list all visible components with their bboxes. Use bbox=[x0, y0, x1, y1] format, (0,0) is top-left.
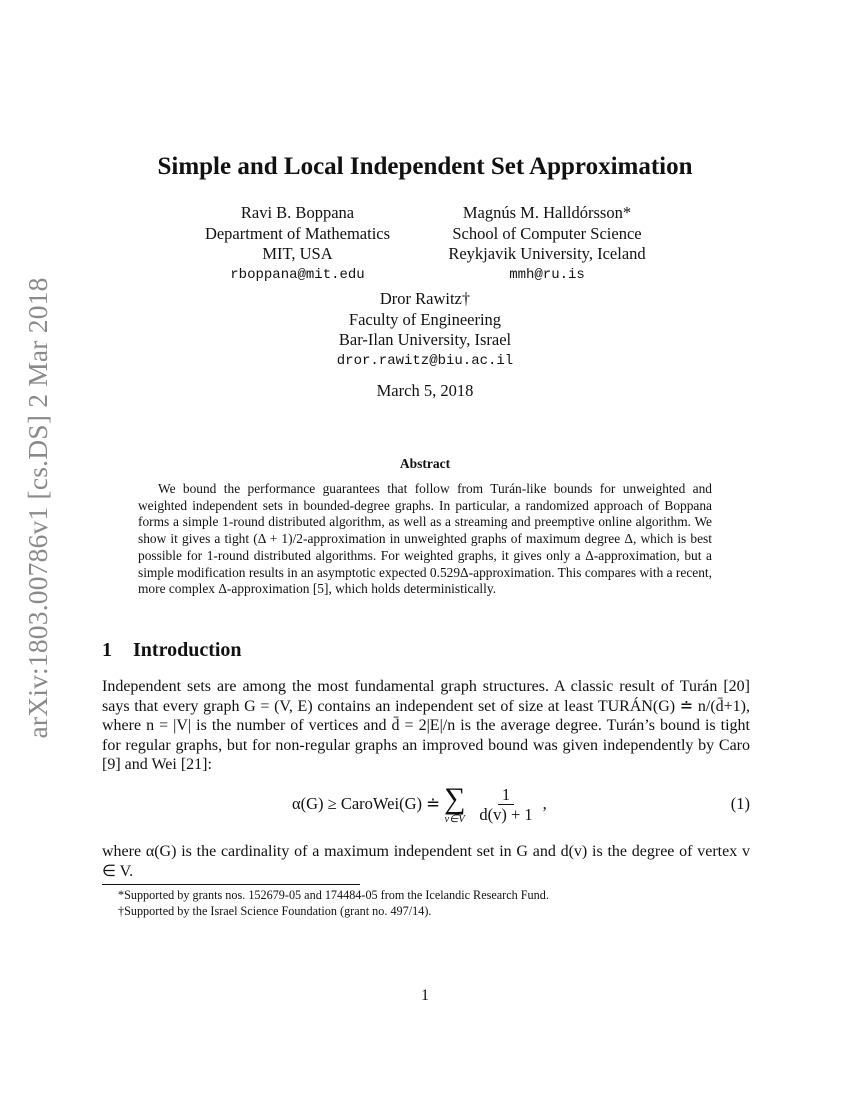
equation-body bbox=[292, 782, 547, 826]
author-affiliation: MIT, USA bbox=[262, 244, 333, 263]
author-affiliation: Department of Mathematics bbox=[204, 223, 391, 243]
author-affiliation: School of Computer Science bbox=[452, 223, 642, 243]
abstract-text: We bound the performance guarantees that follow from Turán-like bounds for unweighted and weighted independent sets in bounded-degree graphs. In particular, a randomized approach of Boppana forms a simple 1-round distributed algorithm, as well as a streaming and preemptive online algorithm. We show it gives a tight (Δ + 1)/2-approximation in unweighted graphs of maximum degree Δ, which is best possible for 1-round distributed algorithms. For weighted graphs, it gives only a Δ-approximation, but a simple modification results in an asymptotic expected 0.529Δ-approximation. This compares with a recent, more complex Δ-approximation [5], which holds deterministically. bbox=[138, 481, 712, 597]
arxiv-identifier: arXiv:1803.00786v1 [cs.DS] 2 Mar 2018 bbox=[22, 277, 53, 739]
author-affiliation: Bar-Ilan University, Israel bbox=[338, 330, 512, 349]
footnote: †Supported by the Israel Science Foundation (grant no. 497/14). bbox=[118, 904, 432, 918]
equation-lhs: α(G) ≥ CaroWei(G) ≐ bbox=[292, 794, 440, 813]
equation bbox=[102, 782, 750, 832]
summation bbox=[443, 781, 466, 825]
paragraph-text: Independent sets are among the most fundamental graph structures. A classic result of Turán [20] says that every graph G = (V, E) contains an independent set of size at least TURÁN(G) ≐ n/(d̄+1), where n = |V| is the number of vertices and d̄ = 2|E|/n is the average degree. Turán’s bound is tight for regular graphs, but for non-regular graphs an improved bound was given independently by Caro [9] and Wei [21]: bbox=[102, 678, 750, 774]
section-heading bbox=[102, 639, 242, 662]
author-email: dror.rawitz@biu.ac.il bbox=[336, 352, 514, 369]
author-block bbox=[175, 203, 420, 285]
abstract-body bbox=[138, 481, 712, 598]
page-number: 1 bbox=[421, 987, 429, 1004]
body-paragraph bbox=[102, 842, 750, 881]
sum-index: v∈V bbox=[444, 813, 465, 825]
author-name: Magnús M. Halldórsson* bbox=[462, 203, 632, 222]
footnote-rule bbox=[102, 884, 360, 885]
author-affiliation: Reykjavik University, Iceland bbox=[448, 244, 646, 263]
fraction-denominator: d(v) + 1 bbox=[479, 804, 533, 824]
paper-date: March 5, 2018 bbox=[376, 381, 474, 400]
body-paragraph bbox=[102, 677, 750, 775]
author-block bbox=[422, 203, 672, 285]
fraction-numerator: 1 bbox=[498, 785, 514, 805]
sum-symbol: ∑ bbox=[443, 781, 466, 815]
equation-trailing: , bbox=[542, 794, 547, 813]
equation-number: (1) bbox=[730, 794, 750, 813]
section-number: 1 bbox=[102, 639, 112, 661]
author-block bbox=[300, 289, 550, 371]
footnote: *Supported by grants nos. 152679-05 and 174484-05 from the Icelandic Research Fund. bbox=[118, 888, 549, 902]
author-name: Ravi B. Boppana bbox=[240, 203, 355, 222]
author-email: mmh@ru.is bbox=[509, 266, 585, 283]
abstract-heading: Abstract bbox=[399, 456, 451, 471]
author-email: rboppana@mit.edu bbox=[230, 266, 365, 283]
fraction bbox=[475, 785, 536, 824]
paper-title: Simple and Local Independent Set Approximation bbox=[157, 153, 693, 180]
author-name: Dror Rawitz† bbox=[379, 289, 471, 308]
section-title: Introduction bbox=[133, 639, 242, 661]
author-affiliation: Faculty of Engineering bbox=[348, 309, 502, 329]
paragraph-text: where α(G) is the cardinality of a maximum independent set in G and d(v) is the degree of vertex v ∈ V. bbox=[102, 843, 750, 880]
